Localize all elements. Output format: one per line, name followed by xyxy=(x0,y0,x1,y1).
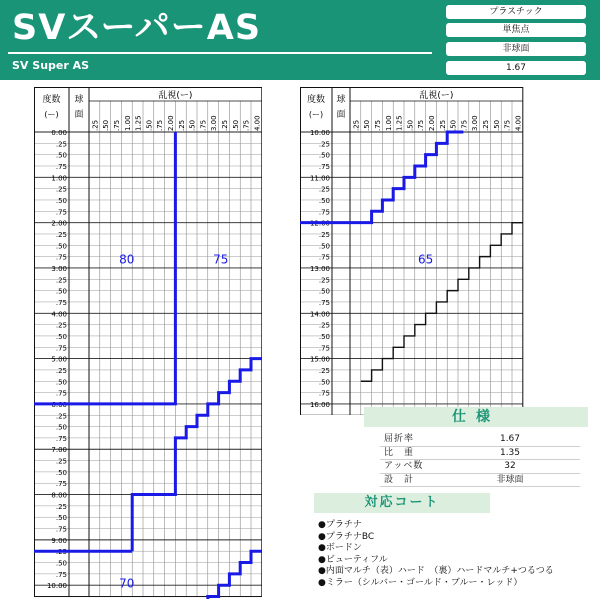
design-badge: 非球面 xyxy=(446,42,586,56)
sph-row-label: 2.00 xyxy=(51,219,67,228)
sph-row-label: 1.00 xyxy=(51,174,67,183)
sph-row-label: .75 xyxy=(55,208,67,217)
spec-row-abbe-number xyxy=(380,460,580,474)
sph-row-label: .50 xyxy=(55,514,67,523)
spec-label: 比 重 xyxy=(384,447,415,458)
diameter-label: 80 xyxy=(119,252,135,267)
coat-item-platinum: ●プラチナ xyxy=(318,520,362,530)
cyl-column-label: .75 xyxy=(417,119,426,131)
cyl-column-label: .50 xyxy=(188,119,197,131)
sph-row-label: .75 xyxy=(55,344,67,353)
sph-row-label: .50 xyxy=(55,559,67,568)
spec-row-design xyxy=(380,474,580,488)
cyl-header-label: 乱視(ー) xyxy=(419,91,454,101)
sph-row-label: .50 xyxy=(55,423,67,432)
sph-row-label: .75 xyxy=(318,162,330,171)
sph-row-label: 6.00 xyxy=(51,400,67,409)
index-badge: 1.67 xyxy=(446,61,586,75)
sph-row-label: .50 xyxy=(55,196,67,205)
header-banner xyxy=(0,0,600,80)
spec-value: 1.67 xyxy=(499,434,521,444)
sph-header-label: 度数 xyxy=(306,95,326,105)
curve-header-2: 面 xyxy=(336,110,346,120)
cyl-column-label: 2.00 xyxy=(167,115,175,131)
material-badge: プラスチック xyxy=(446,5,586,19)
product-subtitle: SV Super AS xyxy=(12,59,90,72)
sph-row-label: .50 xyxy=(318,151,330,160)
cyl-column-label: 1.25 xyxy=(395,115,404,131)
sph-row-label: .50 xyxy=(318,287,330,296)
sph-row-label: .50 xyxy=(318,332,330,341)
cyl-column-label: .25 xyxy=(352,119,361,131)
sph-row-label: .50 xyxy=(55,287,67,296)
sph-row-label: .75 xyxy=(55,389,67,398)
cyl-column-label: .25 xyxy=(482,119,490,131)
sph-row-label: 13.00 xyxy=(309,264,330,273)
sph-row-label: 8.00 xyxy=(51,491,67,500)
cyl-column-label: .50 xyxy=(145,119,154,131)
spec-label: 屈折率 xyxy=(384,434,415,444)
sph-row-label: .75 xyxy=(55,298,67,307)
sph-row-label: .25 xyxy=(55,321,67,330)
cyl-column-label: 3.00 xyxy=(471,115,480,131)
sph-row-label: .75 xyxy=(318,253,330,262)
cyl-column-label: 3.00 xyxy=(210,115,219,131)
coat-item-mirror: ●ミラー（シルバー・ゴールド・ブルー・レッド） xyxy=(318,577,523,588)
right-lens-range-chart xyxy=(300,87,530,415)
curve-header-2: 面 xyxy=(74,110,84,120)
sph-row-label: .50 xyxy=(318,242,330,251)
cyl-column-label: .50 xyxy=(406,119,415,131)
product-title: SVスーパーAS xyxy=(12,8,262,48)
sph-row-label: .75 xyxy=(55,253,67,262)
cyl-column-label: .50 xyxy=(449,119,458,131)
cyl-column-label: .50 xyxy=(363,119,372,131)
cyl-column-label: 1.00 xyxy=(384,115,393,131)
sph-row-label: .75 xyxy=(55,162,67,171)
sph-row-label: .25 xyxy=(318,140,330,149)
cyl-column-label: 2.00 xyxy=(428,115,436,131)
sph-row-label: .25 xyxy=(55,457,67,466)
sph-row-label: .75 xyxy=(55,525,67,534)
sph-row-label: 9.00 xyxy=(51,536,67,545)
sph-row-label: 15.00 xyxy=(309,355,330,364)
sph-row-label: 5.00 xyxy=(51,355,67,364)
cyl-column-label: .25 xyxy=(438,119,447,131)
sph-header-unit: (ー) xyxy=(308,110,324,119)
sph-row-label: .25 xyxy=(55,412,67,421)
sph-row-label: .75 xyxy=(318,344,330,353)
sph-row-label: .25 xyxy=(55,366,67,375)
coat-item-inner-multi: ●内面マルチ（表）ハード （裏）ハードマルチ+つるつる xyxy=(318,566,554,576)
sph-header-label: 度数 xyxy=(42,95,61,105)
cyl-column-label: .25 xyxy=(177,119,186,131)
cyl-column-label: .50 xyxy=(231,119,240,131)
sph-row-label: .25 xyxy=(55,140,67,149)
sph-row-label: .25 xyxy=(55,548,67,557)
sph-row-label: .75 xyxy=(318,389,330,398)
cyl-column-label: 4.00 xyxy=(514,115,523,131)
curve-header-1: 球 xyxy=(336,95,346,105)
diameter-label: 70 xyxy=(119,576,135,591)
cyl-column-label: .25 xyxy=(91,119,100,131)
cyl-column-label: .75 xyxy=(113,119,121,131)
sph-row-label: .25 xyxy=(55,185,67,194)
sph-row-label: .25 xyxy=(318,230,330,239)
left-lens-range-chart xyxy=(34,87,262,599)
curve-header-1: 球 xyxy=(74,95,84,105)
sph-row-label: .25 xyxy=(55,276,67,285)
cyl-header-label: 乱視(ー) xyxy=(158,91,193,101)
spec-value: 非球面 xyxy=(496,474,524,485)
cyl-column-label: .75 xyxy=(242,119,251,131)
sph-row-label: 0.00 xyxy=(51,129,67,137)
sph-row-label: 12.00 xyxy=(309,219,330,228)
sph-row-label: .25 xyxy=(318,276,330,285)
cyl-column-label: .75 xyxy=(503,119,512,131)
sph-row-label: .25 xyxy=(318,321,330,330)
spec-row-refractive-index xyxy=(380,433,580,447)
cyl-column-label: 1.00 xyxy=(123,115,132,131)
sph-row-label: 3.00 xyxy=(51,264,67,273)
sph-row-label: .50 xyxy=(55,468,67,477)
sph-row-label: .50 xyxy=(55,151,67,160)
focus-type-badge: 単焦点 xyxy=(446,23,586,37)
diameter-label: 65 xyxy=(417,252,434,267)
coat-item-bodon: ●ボードン xyxy=(318,543,362,553)
spec-value: 1.35 xyxy=(499,447,521,458)
sph-row-label: 4.00 xyxy=(51,310,67,319)
spec-section-title: 仕様 xyxy=(364,407,588,427)
sph-row-label: .75 xyxy=(55,434,67,443)
cyl-column-label: .50 xyxy=(492,119,501,131)
coat-list xyxy=(318,520,600,589)
title-divider xyxy=(8,52,432,54)
cyl-column-label: .75 xyxy=(374,119,382,131)
sph-row-label: .75 xyxy=(318,298,330,307)
sph-row-label: 10.00 xyxy=(46,582,67,591)
sph-row-label: .75 xyxy=(55,570,67,579)
sph-row-label: .50 xyxy=(55,332,67,341)
sph-header-unit: (ー) xyxy=(44,110,59,119)
cyl-column-label: .25 xyxy=(221,119,229,131)
cyl-column-label: .75 xyxy=(460,119,469,131)
cyl-column-label: 4.00 xyxy=(253,115,262,131)
sph-row-label: .75 xyxy=(318,208,330,217)
spec-label: アッベ数 xyxy=(384,461,424,471)
sph-row-label: .75 xyxy=(55,480,67,489)
sph-row-label: .25 xyxy=(318,366,330,375)
cyl-column-label: 1.25 xyxy=(134,115,143,131)
sph-row-label: 11.00 xyxy=(309,174,330,183)
sph-row-label: 7.00 xyxy=(51,446,67,455)
coat-section-title: 対応コート xyxy=(314,493,490,513)
spec-row-specific-gravity xyxy=(380,447,580,461)
sph-row-label: .50 xyxy=(55,378,67,387)
diameter-label: 75 xyxy=(213,252,229,267)
coat-item-beautiful: ●ビューティフル xyxy=(318,554,388,565)
chart-frame xyxy=(301,88,523,416)
sph-row-label: .50 xyxy=(55,242,67,251)
cyl-column-label: .75 xyxy=(199,119,208,131)
spec-table xyxy=(380,433,580,487)
sph-row-label: 14.00 xyxy=(309,310,330,319)
sph-row-label: .25 xyxy=(55,230,67,239)
sph-row-label: .50 xyxy=(318,196,330,205)
spec-value: 32 xyxy=(504,461,516,471)
coat-item-platinum-bc: ●プラチナBC xyxy=(318,531,375,542)
cyl-column-label: .50 xyxy=(102,119,111,131)
sph-row-label: .25 xyxy=(55,502,67,511)
sph-row-label: .25 xyxy=(318,185,330,194)
sph-row-label: 16.00 xyxy=(309,400,330,409)
cyl-column-label: .75 xyxy=(156,119,165,131)
sph-row-label: 10.00 xyxy=(309,129,330,137)
sph-row-label: .50 xyxy=(318,378,330,387)
spec-label: 設 計 xyxy=(384,474,415,485)
